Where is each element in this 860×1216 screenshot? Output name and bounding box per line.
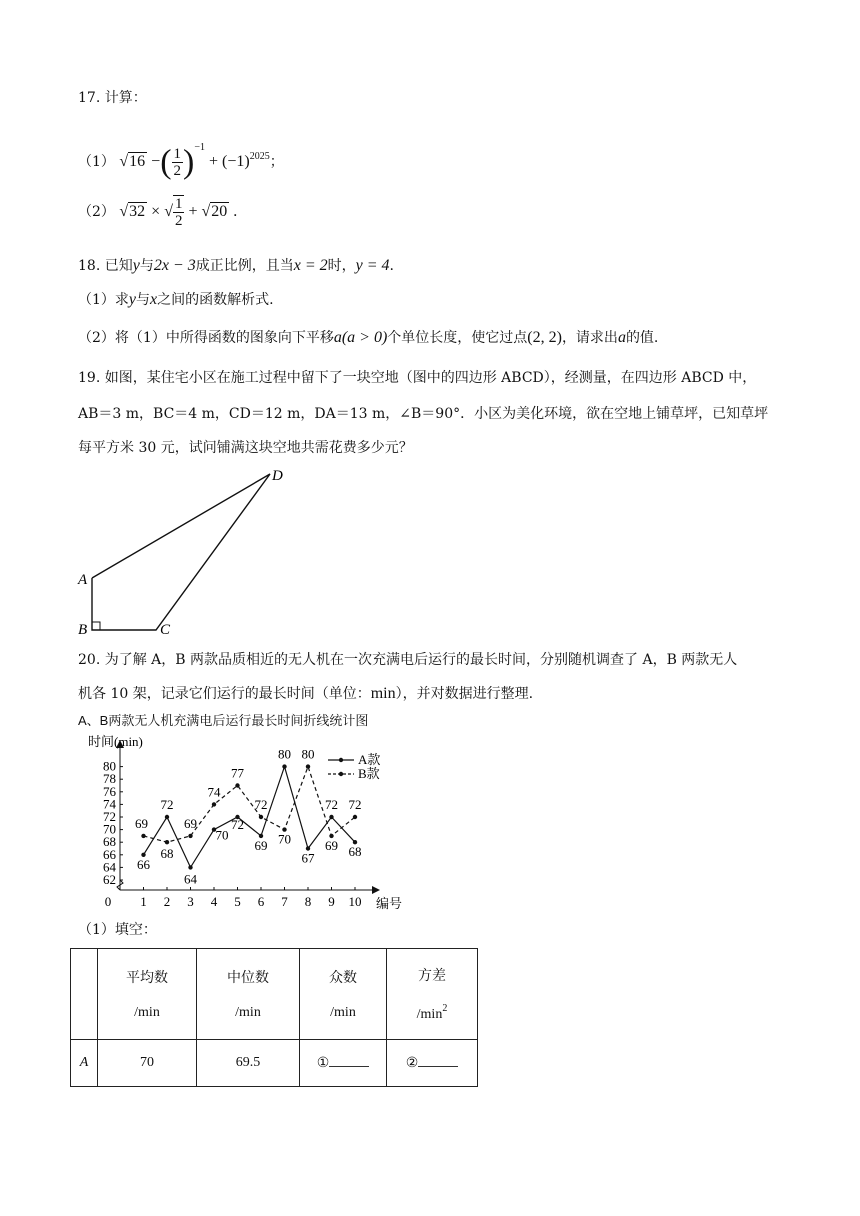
chart-title: A、B两款无人机充满电后运行最长时间折线统计图 (78, 713, 369, 728)
table-header-row (71, 949, 478, 1040)
q20-part1: （1）填空： (78, 922, 157, 938)
y-tick-label: 70 (103, 821, 116, 837)
data-point (235, 783, 239, 787)
q20-line1: 20. 为了解 A，B 两款品质相近的无人机在一次充满电后运行的最长时间，分别随机调查了 A，B 两款无人 (78, 652, 738, 668)
table-row (71, 1040, 478, 1087)
vertex-label-b: B (78, 622, 88, 638)
q17-part1-label: （1） (78, 154, 115, 170)
x-tick-label: 3 (187, 894, 194, 909)
data-label: 69 (135, 815, 148, 831)
x-axis-arrow (372, 886, 380, 894)
legend-label: A款 (358, 752, 381, 767)
header-mode: 众数 /min (300, 949, 387, 1040)
data-label: 72 (348, 797, 362, 812)
q19-line2: AB＝3 m，BC＝4 m，CD＝12 m，DA＝13 m，∠B＝90°．小区为美化环境，欲在空地上铺草坪，已知草坪 (78, 406, 769, 422)
data-label: 68 (160, 846, 174, 862)
stats-table (70, 948, 478, 1087)
answer-blank[interactable] (418, 1054, 458, 1067)
data-label: 66 (137, 856, 150, 872)
y-tick-label: 62 (103, 872, 116, 887)
data-label: 72 (231, 817, 244, 832)
y-tick-label: 68 (103, 834, 116, 850)
vertex-label-a: A (78, 572, 88, 588)
y-tick-label: 64 (103, 859, 116, 875)
cell-median: 69.5 (197, 1040, 300, 1087)
legend-label: B款 (358, 766, 380, 781)
y-axis-label: 时间(min) (88, 734, 143, 749)
data-label: 72 (254, 797, 268, 812)
sqrt-symbol: √16 (119, 153, 146, 170)
data-point (165, 840, 169, 844)
quadrilateral-abcd (92, 474, 270, 630)
table-corner-cell (71, 949, 98, 1040)
data-label: 70 (215, 827, 229, 843)
data-point (259, 815, 263, 819)
data-point (188, 865, 192, 869)
cell-mode[interactable]: ① (300, 1040, 387, 1087)
fraction: $\frac{1}{2}$ (173, 145, 182, 179)
legend-marker (339, 772, 343, 776)
q18-part2: （2）将（1）中所得函数的图象向下平移a(a > 0)个单位长度，使它过点(2, 2)，请求出a的值. (78, 329, 659, 346)
y-tick-label: 66 (103, 846, 116, 862)
data-label: 69 (325, 837, 338, 853)
data-label: 68 (348, 844, 362, 860)
data-label: 74 (207, 784, 221, 800)
data-label: 69 (254, 837, 268, 853)
q17-heading: 17. 计算： (78, 90, 147, 106)
q17-part1-expression: √16 −( $\frac{1}{2}$ )$^{-1} + (-1)^{2025}$； (119, 142, 284, 181)
data-point (188, 834, 192, 838)
data-point (165, 815, 169, 819)
header-variance: 方差 $/\min^2$ (387, 949, 478, 1040)
q19-line1: 19. 如图，某住宅小区在施工过程中留下了一块空地（图中的四边形 ABCD），经测量，在四边形 ABCD 中， (78, 370, 757, 386)
y-tick-label: 72 (103, 809, 116, 824)
q17-part1 (78, 128, 284, 181)
y-tick-label: 74 (103, 796, 116, 812)
data-label: 80 (278, 746, 291, 762)
x-tick-label: 9 (328, 894, 335, 909)
data-point (212, 802, 216, 806)
quadrilateral-figure (70, 462, 300, 642)
x-tick-label: 4 (210, 894, 218, 909)
x-tick-label: 8 (304, 894, 312, 909)
header-mean: 平均数 /min (98, 949, 197, 1040)
data-point (329, 815, 333, 819)
row-label: A (71, 1040, 98, 1087)
y-tick-label: 78 (103, 771, 116, 787)
data-label: 80 (301, 746, 315, 762)
x-tick-label: 1 (140, 894, 147, 909)
legend-marker (339, 758, 343, 762)
header-median: 中位数 /min (197, 949, 300, 1040)
x-tick-label: 0 (104, 894, 112, 909)
x-tick-label: 2 (163, 894, 171, 909)
line-chart (82, 732, 402, 916)
y-tick-label: 80 (103, 758, 116, 774)
data-label: 77 (231, 765, 244, 781)
x-axis-label: 编号 (376, 896, 402, 911)
x-tick-label: 7 (281, 894, 288, 909)
q17-part2-expression: √32 × √ $\frac{1}{2}$ + √20 . (119, 196, 238, 230)
q17-part2 (78, 192, 237, 232)
series-line-b (144, 767, 356, 843)
q20-line2: 机各 10 架，记录它们运行的最长时间（单位：min），并对数据进行整理. (78, 685, 534, 702)
data-label: 70 (278, 831, 291, 847)
q18-part1: （1）求y与x之间的函数解析式. (78, 291, 274, 308)
q19-line3: 每平方米 30 元，试问铺满这块空地共需花费多少元？ (78, 440, 413, 456)
data-point (353, 815, 357, 819)
y-tick-label: 76 (103, 783, 116, 799)
data-label: 72 (325, 797, 338, 812)
data-label: 69 (184, 815, 197, 831)
q18-line1: 18. 已知y与2x − 3成正比例，且当x = 2时，y = 4. (78, 257, 394, 274)
data-label: 67 (301, 850, 315, 866)
data-point (282, 764, 286, 768)
answer-blank[interactable] (329, 1054, 369, 1067)
vertex-label-d: D (272, 468, 283, 484)
right-angle-mark (92, 622, 100, 630)
series-line-a (144, 767, 356, 868)
data-point (141, 834, 145, 838)
cell-variance[interactable]: ② (387, 1040, 478, 1087)
data-label: 72 (160, 797, 174, 812)
vertex-label-c: C (160, 622, 171, 638)
x-tick-label: 5 (234, 894, 241, 909)
x-tick-label: 10 (348, 894, 362, 909)
data-point (306, 764, 310, 768)
data-label: 64 (184, 871, 197, 887)
q17-part2-label: （2） (78, 204, 115, 220)
cell-mean: 70 (98, 1040, 197, 1087)
x-tick-label: 6 (257, 894, 265, 909)
